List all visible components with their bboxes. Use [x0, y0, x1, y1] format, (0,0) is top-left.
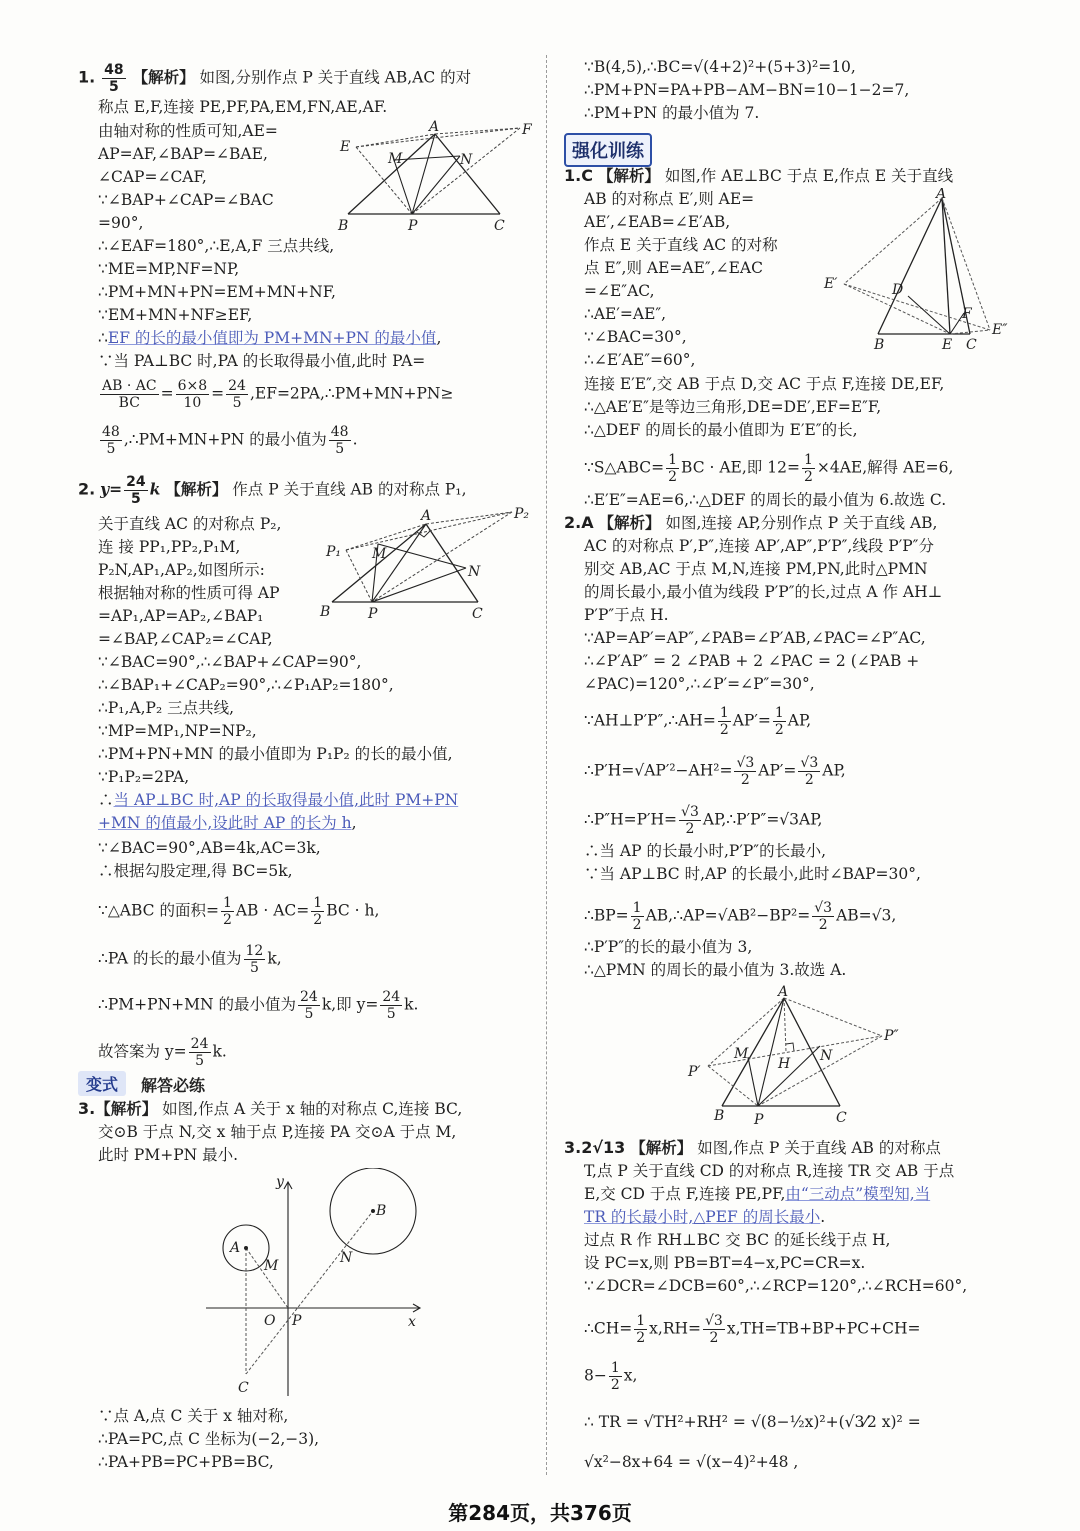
q2-line-9: ∴∠BAP₁+∠CAP₂=90°,∴∠P₁AP₂=180°, [98, 676, 394, 694]
r-q1-line-12: ∴△DEF 的周长的最小值即为 E′E″的长, [584, 421, 858, 439]
fig2-label-p1: P₁ [326, 544, 342, 560]
q3-tag: 【解析】 [95, 1100, 158, 1118]
fig2-label-m: M [372, 546, 387, 562]
r-q2-answer: A [581, 513, 594, 532]
r-q1-line-3: AE′,∠EAB=∠E′AB, [584, 213, 731, 231]
r-q1-line-11: ∴△AE′E″是等边三角形,DE=DE′,EF=E″F, [584, 398, 882, 416]
q3-line-3: 此时 PM+PN 最小. [98, 1146, 239, 1164]
r-q2-line-11: ∴P″H=P′H= $\frac{√3}{2}$ AP,∴P′P″=√3AP, [584, 804, 823, 837]
fig1-label-b: B [338, 218, 349, 234]
fig5-label-p2: P″ [884, 1028, 899, 1044]
fig2-label-b: B [320, 604, 331, 620]
fig4-label-f: F [962, 306, 972, 322]
r-top-line-2: ∴PM+PN=PA+PB−AM−BN=10−1−2=7, [584, 81, 910, 99]
q1-line-13: ∵当 PA⊥BC 时,PA 的长取得最小值,此时 PA= [98, 352, 426, 370]
r-q3-line-7: ∵∠DCR=∠DCB=60°,∴∠RCP=120°,∴∠RCH=60°, [584, 1277, 968, 1295]
q1-line-8: ∴∠EAF=180°,∴E,A,F 三点共线, [98, 237, 335, 255]
q2-line-21: 故答案为 y= $\frac{24}{5}$ k. [98, 1036, 227, 1069]
fig4-label-e: E [942, 337, 953, 353]
fig4-label-d: D [892, 282, 904, 298]
r-q2-line-8: ∠PAC)=120°,∴∠P′=∠P″=30°, [584, 675, 815, 693]
q1-line-10: ∴PM+MN+PN=EM+MN+NF, [98, 283, 336, 301]
r-q3-tag: 【解析】 [630, 1139, 693, 1157]
q2-line-18: ∵△ABC 的面积= $\frac{1}{2}$ AB · AC= $\frac{1}{2}$ BC · h, [98, 895, 380, 928]
r-q3-line-9: 8− $\frac{1}{2}$ x, [584, 1360, 638, 1393]
r-q2-line-9: ∵AH⊥P′P″,∴AH= $\frac{1}{2}$ AP′= $\frac{1}{2}$ AP, [584, 705, 812, 738]
fig5-label-b: B [714, 1108, 725, 1124]
fig2-label-n: N [468, 564, 481, 580]
q1-answer: $\frac{48}{5}$ [104, 62, 124, 95]
section-title: 强化训练 [564, 133, 652, 167]
r-q2-line-4: 的周长最小,最小值为线段 P′P″的长,过点 A 作 AH⊥ [584, 583, 943, 601]
r-q3-line-6: 设 PC=x,则 PB=BT=4−x,PC=CR=x. [584, 1254, 866, 1272]
q2-line-4: P₂N,AP₁,AP₂,如图所示: [98, 561, 265, 579]
q2-line-7: =∠BAP,∠CAP₂=∠CAP, [98, 630, 273, 648]
q3-line-5: ∴PA=PC,点 C 坐标为(−2,−3), [98, 1430, 320, 1448]
q3-line-4: ∵点 A,点 C 关于 x 轴对称, [98, 1407, 289, 1425]
q3-line-6: ∴PA+PB=PC+PB=BC, [98, 1453, 274, 1471]
r-q1-line-4: 作点 E 关于直线 AC 的对称 [584, 236, 778, 254]
figure-r-q1 [820, 188, 1016, 354]
fig2-label-c: C [472, 606, 483, 622]
fig5-label-p1: P′ [688, 1064, 701, 1080]
q2-line-16: ∵∠BAC=90°,AB=4k,AC=3k, [98, 839, 321, 857]
q1-line-7: =90°, [98, 214, 144, 232]
r-q3-line-5: 过点 R 作 RH⊥BC 交 BC 的延长线于点 H, [584, 1231, 891, 1249]
fig5-label-p: P [754, 1112, 764, 1128]
r-q3-highlight-2: TR 的长最小时,△PEF 的周长最小 [584, 1208, 821, 1226]
q2-line-3: 连 接 PP₁,PP₂,P₁M, [98, 538, 241, 556]
q1-line-1: 1. $\frac{48}{5}$ 【解析】 如图,分别作点 P 关于直线 AB,AC 的对 [78, 62, 472, 95]
fig4-label-e1: E′ [824, 276, 838, 292]
fig1-label-p: P [408, 218, 418, 234]
r-q3-line-8: ∴CH= $\frac{1}{2}$ x,RH= $\frac{√3}{2}$ x,TH=TB+BP+PC+CH= [584, 1313, 921, 1346]
fig2-label-p: P [368, 606, 378, 622]
q1-line-3: 由轴对称的性质可知,AE= [98, 122, 278, 140]
fig3-label-y: y [276, 1174, 284, 1190]
r-q2-line-14: ∴BP= $\frac{1}{2}$ AB,∴AP=√AB²−BP²= $\frac{√3}{2}$ AB=√3, [584, 900, 897, 933]
figure-q2 [318, 504, 536, 626]
q2-line-2: 关于直线 AC 的对称点 P₂, [98, 515, 282, 533]
fig4-label-b: B [874, 337, 885, 353]
r-q3-line-4: TR 的长最小时,△PEF 的周长最小. [584, 1208, 826, 1226]
fig3-label-m: M [264, 1258, 279, 1274]
r-q2-line-15: ∴P′P″的长的最小值为 3, [584, 938, 753, 956]
r-q2-number: 2. [564, 513, 582, 532]
r-q3-line-10: ∴ TR = √TH²+RH² = √(8−½x)²+(√3⁄2 x)² = [584, 1413, 921, 1431]
fig3-label-c: C [238, 1380, 249, 1396]
r-q3-answer: 2√13 [581, 1138, 626, 1157]
r-q1-line-1: 1.C 【解析】 如图,作 AE⊥BC 于点 E,作点 E 关于直线 [564, 166, 954, 185]
column-divider [546, 55, 547, 1475]
q3-line-2: 交⊙B 于点 N,交 x 轴于点 P,连接 PA 交⊙A 于点 M, [98, 1123, 457, 1141]
fig3-label-x: x [408, 1314, 416, 1330]
r-q2-line-6: ∵AP=AP′=AP″,∠PAB=∠P′AB,∠PAC=∠P″AC, [584, 629, 926, 647]
fig4-label-c: C [966, 337, 977, 353]
fig5-label-c: C [836, 1110, 847, 1126]
q2-tag: 【解析】 [165, 480, 228, 499]
r-q3-line-1: 3.2√13 【解析】 如图,作点 P 关于直线 AB 的对称点 [564, 1138, 941, 1157]
fig1-label-e: E [340, 139, 351, 155]
fig5-label-m: M [734, 1046, 749, 1062]
fig1-label-a: A [429, 119, 440, 135]
q1-tag: 【解析】 [132, 68, 195, 87]
r-q2-line-12: ∴当 AP 的长最小时,P′P″的长最小, [584, 842, 826, 860]
fig3-label-n: N [340, 1250, 353, 1266]
right-column [552, 0, 1080, 1480]
q3-line-1: 3.【解析】 如图,作点 A 关于 x 轴的对称点 C,连接 BC, [78, 1099, 463, 1118]
figure-r-q2 [682, 982, 920, 1128]
r-q2-line-13: ∵当 AP⊥BC 时,AP 的长最小,此时∠BAP=30°, [584, 865, 921, 883]
r-q1-line-13: ∵S△ABC= $\frac{1}{2}$ BC · AE,即 12= $\frac{1}{2}$ ×4AE,解得 AE=6, [584, 452, 954, 485]
r-q1-tag: 【解析】 [597, 167, 660, 185]
r-q1-number: 1. [564, 166, 582, 185]
r-q1-line-8: ∵∠BAC=30°, [584, 328, 687, 346]
variant-title: 解答必练 [141, 1076, 206, 1095]
q2-number: 2. [78, 479, 96, 499]
q1-line-15: $\frac{48}{5}$ ,∴PM+MN+PN 的最小值为 $\frac{48}{5}$ . [102, 424, 358, 457]
q2-highlight-1: 当 AP⊥BC 时,AP 的长取得最小值,此时 PM+PN [113, 791, 459, 809]
q2-line-6: =AP₁,AP=AP₂,∠BAP₁ [98, 607, 264, 625]
q1-line-11: ∵EM+MN+NF≥EF, [98, 306, 253, 324]
q2-line-20: ∴PM+PN+MN 的最小值为 $\frac{24}{5}$ k,即 y= $\frac{24}{5}$ k. [98, 989, 419, 1022]
r-q1-line-2: AB 的对称点 E′,则 AE= [584, 190, 755, 208]
q2-line-13: ∵P₁P₂=2PA, [98, 768, 190, 786]
r-q2-line-7: ∴∠P′AP″ = 2 ∠PAB + 2 ∠PAC = 2 (∠PAB + [584, 652, 920, 670]
fig3-label-o: O [264, 1313, 276, 1329]
fig5-label-a: A [778, 984, 789, 1000]
q2-highlight-2: +MN 的值最小,设此时 AP 的长为 h [98, 814, 352, 832]
q2-line-15: +MN 的值最小,设此时 AP 的长为 h, [98, 814, 357, 832]
q1-line-2: 称点 E,F,连接 PE,PF,PA,EM,FN,AE,AF. [98, 98, 388, 116]
r-q2-line-5: P′P″于点 H. [584, 606, 669, 624]
fig4-label-e2: E″ [992, 322, 1008, 338]
figure-q3 [198, 1168, 430, 1400]
q2-line-11: ∵MP=MP₁,NP=NP₂, [98, 722, 257, 740]
q1-highlight: EF 的长的最小值即为 PM+MN+PN 的最小值 [107, 329, 437, 347]
fig3-label-p: P [292, 1313, 302, 1329]
r-q1-line-14: ∴E′E″=AE=6,∴△DEF 的周长的最小值为 6.故选 C. [584, 491, 947, 509]
r-q1-line-5: 点 E″,则 AE=AE″,∠EAC [584, 259, 763, 277]
fig2-label-a: A [421, 508, 432, 524]
q1-line-4: AP=AF,∠BAP=∠BAE, [98, 145, 268, 163]
q2-line-5: 根据轴对称的性质可得 AP [98, 584, 280, 602]
r-q3-line-11: √x²−8x+64 = √(x−4)²+48 , [584, 1453, 799, 1471]
r-q1-line-7: ∴AE′=AE″, [584, 305, 667, 323]
q1-line-9: ∵ME=MP,NF=NP, [98, 260, 240, 278]
r-q1-answer: C [581, 166, 593, 185]
r-q2-line-16: ∴△PMN 的周长的最小值为 3.故选 A. [584, 961, 847, 979]
page-footer: 第284页，共376页 [448, 1501, 632, 1525]
q1-line-12: ∴EF 的长的最小值即为 PM+MN+PN 的最小值, [98, 329, 442, 347]
r-q2-line-10: ∴P′H=√AP′²−AH²= $\frac{√3}{2}$ AP′= $\frac{√3}{2}$ AP, [584, 755, 846, 788]
fig1-label-m: M [388, 151, 403, 167]
r-q2-line-2: AC 的对称点 P′,P″,连接 AP′,AP″,P′P″,线段 P′P″分 [584, 537, 934, 555]
fig3-label-a: A [230, 1240, 241, 1256]
r-q2-tag: 【解析】 [598, 514, 661, 532]
variant-tag: 变式 [78, 1071, 126, 1096]
figure-q1 [332, 118, 540, 236]
r-q2-line-1: 2.A 【解析】 如图,连接 AP,分别作点 P 关于直线 AB, [564, 513, 938, 532]
q1-number: 1. [78, 67, 96, 87]
fig1-label-c: C [494, 218, 505, 234]
fig5-label-n: N [820, 1048, 833, 1064]
left-column [0, 0, 545, 1480]
q3-number: 3. [78, 1099, 96, 1118]
r-q3-line-3: E,交 CD 于点 F,连接 PE,PF,由“三动点”模型知,当 [584, 1185, 931, 1203]
r-q1-line-10: 连接 E′E″,交 AB 于点 D,交 AC 于点 F,连接 DE,EF, [584, 375, 945, 393]
fig3-label-b: B [376, 1203, 387, 1219]
q2-line-14: ∴当 AP⊥BC 时,AP 的长取得最小值,此时 PM+PN [98, 791, 459, 809]
q2-line-17: ∴根据勾股定理,得 BC=5k, [98, 862, 293, 880]
r-top-line-1: ∵B(4,5),∴BC=√(4+2)²+(5+3)²=10, [584, 58, 856, 76]
r-q3-highlight-1: 由“三动点”模型知,当 [785, 1185, 931, 1203]
q1-line-5: ∠CAP=∠CAF, [98, 168, 207, 186]
r-q2-line-3: 别交 AB,AC 于点 M,N,连接 PM,PN,此时△PMN [584, 560, 928, 578]
r-top-line-3: ∴PM+PN 的最小值为 7. [584, 104, 760, 122]
fig1-label-f: F [522, 122, 532, 138]
r-q1-line-9: ∴∠E′AE″=60°, [584, 351, 696, 369]
r-q3-number: 3. [564, 1138, 582, 1157]
q2-line-1: 2. y= $\frac{24}{5}$ k 【解析】 作点 P 关于直线 AB 的对称点 P₁, [78, 474, 467, 507]
fig4-label-a: A [936, 188, 947, 202]
q1-line-14: $\frac{AB \cdot AC}{BC}$ = $\frac{6\times 8}{10}$ = $\frac{24}{5}$ ,EF=2PA,∴PM+MN+PN≥ [102, 378, 454, 411]
q2-line-19: ∴PA 的长的最小值为 $\frac{12}{5}$ k, [98, 943, 282, 976]
q2-line-12: ∴PM+PN+MN 的最小值即为 P₁P₂ 的长的最小值, [98, 745, 453, 763]
fig1-label-n: N [460, 152, 473, 168]
fig5-label-h: H [778, 1056, 791, 1072]
q2-line-10: ∴P₁,A,P₂ 三点共线, [98, 699, 235, 717]
r-q3-line-2: T,点 P 关于直线 CD 的对称点 R,连接 TR 交 AB 于点 [584, 1162, 955, 1180]
r-q1-line-6: =∠E″AC, [584, 282, 655, 300]
q2-line-8: ∵∠BAC=90°,∴∠BAP+∠CAP=90°, [98, 653, 362, 671]
fig2-label-p2: P₂ [514, 506, 530, 522]
q1-line-6: ∵∠BAP+∠CAP=∠BAC [98, 191, 274, 209]
